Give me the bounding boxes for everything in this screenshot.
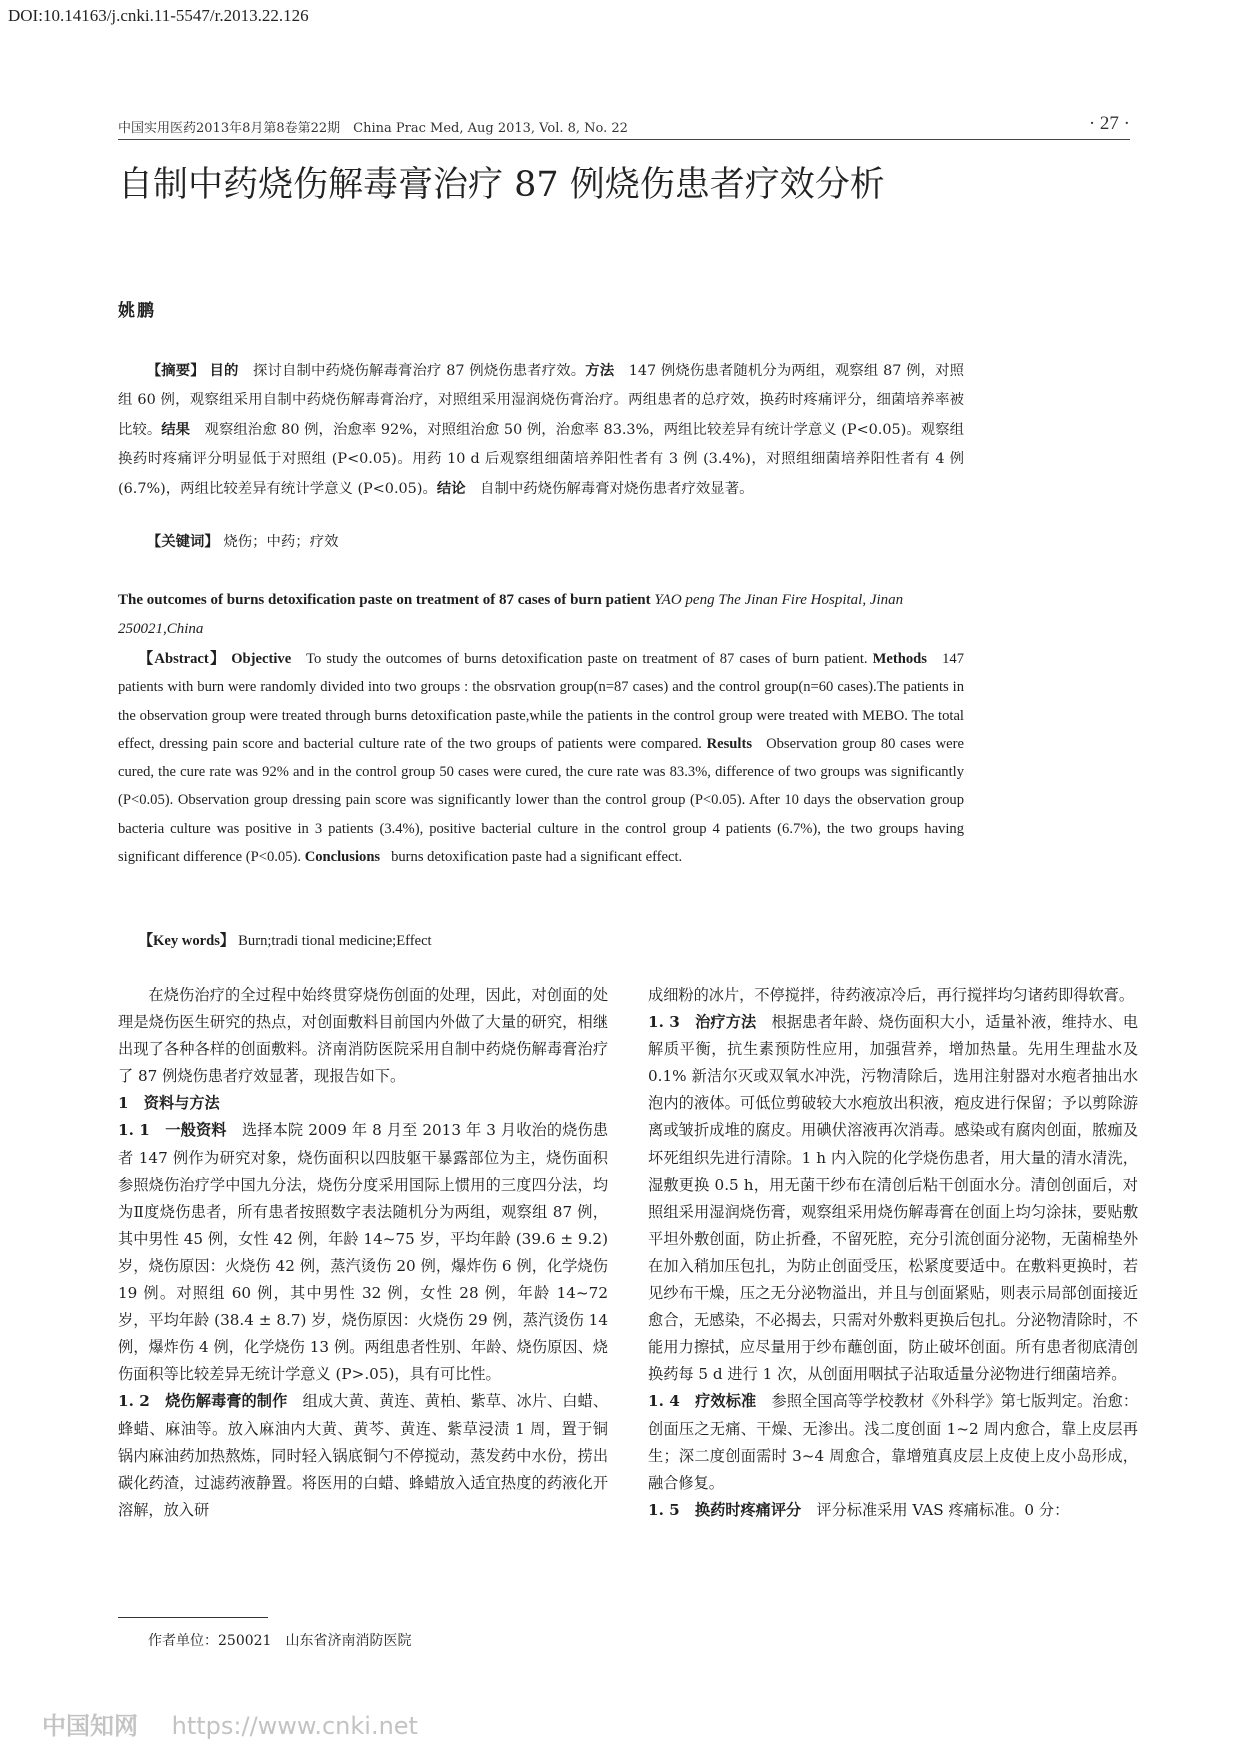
subsection-1-4 bbox=[648, 1388, 1138, 1496]
results-label: 结果 bbox=[161, 421, 191, 438]
conclusions-en-text: burns detoxification paste had a significant effect. bbox=[391, 849, 683, 866]
objective-text: 探讨自制中药烧伤解毒膏治疗 87 例烧伤患者疗效。 bbox=[253, 363, 586, 379]
subsection-1-2-continued: 成细粉的冰片，不停搅拌，待药液凉冷后，再行搅拌均匀诸药即得软膏。 bbox=[648, 986, 1134, 1004]
keywords-chinese bbox=[118, 527, 964, 557]
keywords-label: 【关键词】 bbox=[146, 533, 219, 550]
author-name: 姚鹏 bbox=[118, 301, 156, 321]
subsection-1-3 bbox=[648, 1009, 1138, 1388]
doi-line: DOI:10.14163/j.cnki.11-5547/r.2013.22.126 bbox=[8, 6, 309, 25]
subsection-1-5-heading: 1. 5 换药时疼痛评分 bbox=[648, 1500, 802, 1519]
english-title-block bbox=[118, 586, 964, 644]
methods-en-label: Methods bbox=[872, 651, 927, 667]
methods-text: 147 例烧伤患者随机分为两组，观察组 87 例，对照组 60 例，观察组采用自制中药烧伤解毒膏治疗，对照组采用湿润烧伤膏治疗。两组患者的总疗效，换药时疼痛评分，细菌培养率被比较。 bbox=[118, 363, 964, 438]
results-en-text: Observation group 80 cases were cured, the cure rate was 92% and in the control group 50 cases were cured, the cure rate was 83.3%, difference of two groups was significantly (P<0.05). Observation group dressing pain score was significantly lower than the control group (P<0.05). After 10 days the observation group bacteria culture was positive in 3 patients (3.4%), positive bacterial culture in the control group 4 patients (6.7%), the two groups having significant difference (P<0.05). bbox=[118, 735, 964, 866]
running-header bbox=[118, 113, 1130, 136]
abstract-label: 【摘要】 bbox=[146, 362, 205, 379]
conclusions-en-label: Conclusions bbox=[304, 849, 381, 866]
conclusion-text: 自制中药烧伤解毒膏对烧伤患者疗效显著。 bbox=[480, 481, 754, 497]
methods-en-text: 147 patients with burn were randomly divided into two groups : the obsrvation group(n=87 cases) and the control group(n=60 cases).The patients in the observation group were treated through burns detoxification paste,while the patients in the control group were treated with MEBO. The total effect, dressing pain score and bacterial culture rate of the two groups of patients were compared. bbox=[118, 651, 964, 752]
conclusion-label: 结论 bbox=[436, 480, 466, 497]
subsection-1-3-text: 根据患者年龄、烧伤面积大小，适量补液，维持水、电解质平衡，抗生素预防性应用，加强营养，增加热量。先用生理盐水及 0.1% 新洁尔灭或双氧水冲洗，污物清除后，选用注射器对水疱者抽出水泡内的液体。可低位剪破较大水疱放出积液，疱皮进行保留；予以剪除游离或皱折成堆的腐皮。用碘伏溶液再次消毒。感染或有腐肉创面，脓痂及坏死组织先进行清除。1 h 内入院的化学烧伤患者，用大量的清水清洗，湿敷更换 0.5 h，用无菌干纱布在清创后粘干创面水分。清创创面后，对照组采用湿润烧伤膏，观察组采用烧伤解毒膏在创面上均匀涂抹，要贴敷平坦外敷创面，防止折叠，不留死腔，充分引流创面分泌物，无菌棉垫外在加入稍加压包扎，为防止创面受压，松紧度要适中。在敷料更换时，若见纱布干燥，压之无分泌物溢出，并且与创面紧贴，则表示局部创面接近愈合，无感染，不必揭去，只需对外敷料更换后包扎。分泌物清除时，不能用力擦拭，应尽量用于纱布蘸创面，防止破坏创面。所有患者彻底清创换药每 5 d 进行 1 次，从创面用咽拭子沾取适量分泌物进行细菌培养。 bbox=[648, 1013, 1139, 1384]
journal-citation: 中国实用医药2013年8月第8卷第22期 China Prac Med, Aug 2013, Vol. 8, No. 22 bbox=[118, 121, 628, 136]
objective-label: 目的 bbox=[209, 362, 239, 379]
results-en-label: Results bbox=[706, 735, 753, 752]
article-title: 自制中药烧伤解毒膏治疗 87 例烧伤患者疗效分析 bbox=[118, 165, 885, 205]
results-text: 观察组治愈 80 例，治愈率 92%，对照组治愈 50 例，治愈率 83.3%，两组比较差异有统计学意义 (P<0.05)。观察组换药时疼痛评分明显低于对照组 (P<0.05)。用药 10 d 后观察组细菌培养阳性者有 3 例 (3.4%)，对照组细菌培养阳性者有 4 例 (6.7%)，两组比较差异有统计学意义 (P<0.05)。 bbox=[118, 422, 964, 497]
footnote-divider bbox=[118, 1617, 268, 1618]
subsection-1-1 bbox=[118, 1117, 608, 1388]
abstract-en-label: 【Abstract】 bbox=[138, 651, 227, 667]
subsection-1-4-heading: 1. 4 疗效标准 bbox=[648, 1392, 757, 1411]
cnki-watermark bbox=[42, 1706, 418, 1741]
watermark-brand: 中国知网 bbox=[42, 1712, 138, 1740]
author-affiliation-footnote: 作者单位：250021 山东省济南消防医院 bbox=[148, 1633, 412, 1649]
methods-label: 方法 bbox=[585, 362, 615, 379]
section-heading-1: 1 资料与方法 bbox=[118, 1094, 220, 1113]
english-affiliation: YAO peng The Jinan Fire Hospital, Jinan 250021,China bbox=[118, 592, 904, 637]
subsection-1-5 bbox=[648, 1497, 1138, 1524]
keywords-en-label: 【Key words】 bbox=[138, 933, 235, 949]
subsection-1-4-text: 参照全国高等学校教材《外科学》第七版判定。治愈：创面压之无痛、干燥、无渗出。浅二度创面 1~2 周内愈合，靠上皮层再生；深二度创面需时 3~4 周愈合，靠增殖真皮层上皮使上皮小岛形成，融合修复。 bbox=[648, 1392, 1139, 1492]
english-title: The outcomes of burns detoxification paste on treatment of 87 cases of burn patient bbox=[118, 592, 651, 608]
subsection-1-2-heading: 1. 2 烧伤解毒膏的制作 bbox=[118, 1392, 288, 1411]
header-divider bbox=[118, 139, 1130, 140]
intro-paragraph: 在烧伤治疗的全过程中始终贯穿烧伤创面的处理，因此，对创面的处理是烧伤医生研究的热点，对创面敷料目前国内外做了大量的研究，相继出现了各种各样的创面敷料。济南消防医院采用自制中药烧伤解毒膏治疗了 87 例烧伤患者疗效显著，现报告如下。 bbox=[118, 986, 608, 1086]
page-number: · 27 · bbox=[1088, 113, 1130, 134]
subsection-1-5-text: 评分标准采用 VAS 疼痛标准。0 分： bbox=[816, 1500, 1070, 1519]
subsection-1-2-text: 组成大黄、黄连、黄柏、紫草、冰片、白蜡、蜂蜡、麻油等。放入麻油内大黄、黄芩、黄连、紫草浸渍 1 周，置于铜锅内麻油药加热熬炼，同时轻入锅底铜勺不停搅动，蒸发药中水份，捞出碳化药渣，过滤药液静置。将医用的白蜡、蜂蜡放入适宜热度的药液化开溶解，放入研 bbox=[118, 1392, 609, 1519]
keywords-text: 烧伤；中药；疗效 bbox=[223, 534, 339, 550]
keywords-en-text: Burn;tradi tional medicine;Effect bbox=[238, 933, 432, 949]
subsection-1-1-text: 选择本院 2009 年 8 月至 2013 年 3 月收治的烧伤患者 147 例作为研究对象，烧伤面积以四肢躯干暴露部位为主，烧伤面积参照烧伤治疗学中国九分法，烧伤分度采用国际上惯用的三度四分法，均为Ⅱ度烧伤患者，所有患者按照数字表法随机分为两组，观察组 87 例，其中男性 45 例，女性 42 例，年龄 14~75 岁，平均年龄 (39.6 ± 9.2) 岁，烧伤原因：火烧伤 42 例，蒸汽烫伤 20 例，爆炸伤 6 例，化学烧伤 19 例。对照组 60 例，其中男性 32 例，女性 28 例，年龄 14~72 岁，平均年龄 (38.4 ± 8.7) 岁，烧伤原因：火烧伤 29 例，蒸汽烫伤 14 例，爆炸伤 4 例，化学烧伤 13 例。两组患者性别、年龄、烧伤原因、烧伤面积等比较差异无统计学意义 (P>.05)，具有可比性。 bbox=[118, 1121, 609, 1384]
subsection-1-1-heading: 1. 1 一般资料 bbox=[118, 1121, 227, 1140]
body-column-left bbox=[118, 982, 608, 1524]
abstract-english bbox=[118, 645, 964, 871]
watermark-url: https://www.cnki.net bbox=[171, 1712, 418, 1740]
objective-en-text: To study the outcomes of burns detoxification paste on treatment of 87 cases of burn patient. bbox=[306, 651, 868, 667]
objective-en-label: Objective bbox=[231, 651, 292, 667]
subsection-1-2 bbox=[118, 1388, 608, 1523]
subsection-1-3-heading: 1. 3 治疗方法 bbox=[648, 1013, 757, 1032]
abstract-chinese bbox=[118, 356, 964, 504]
body-column-right bbox=[648, 982, 1138, 1524]
keywords-english bbox=[118, 927, 964, 955]
